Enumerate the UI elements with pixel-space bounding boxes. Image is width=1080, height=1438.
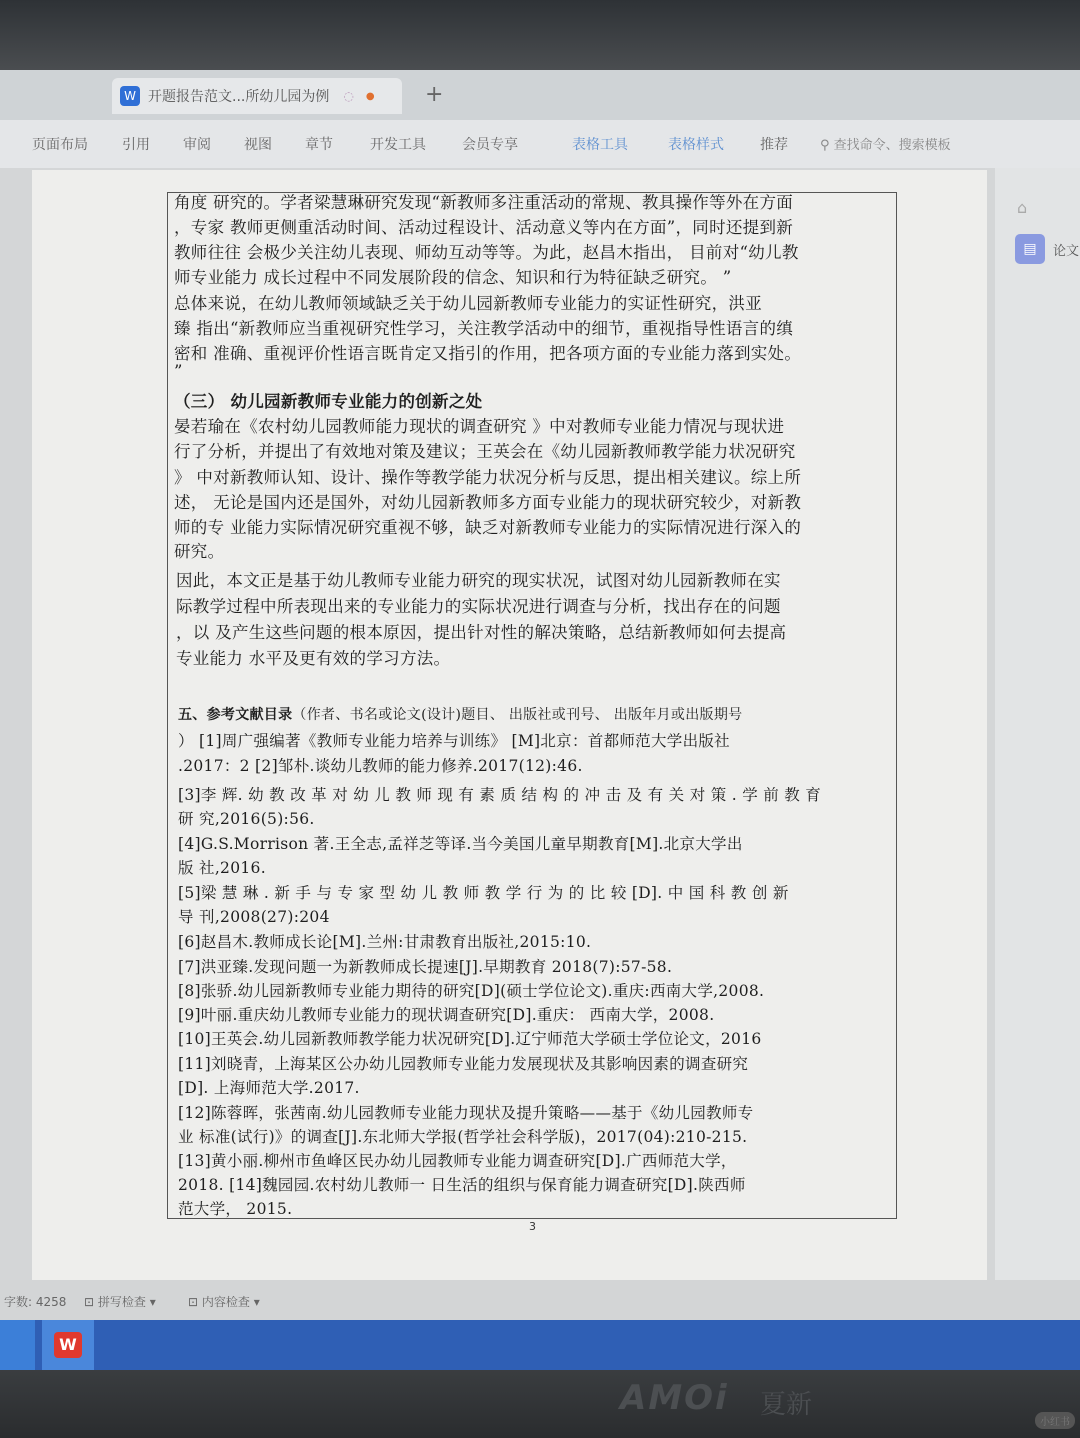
spell-check-button[interactable]: ⊡ 拼写检查 ▾ [84,1295,156,1309]
reference-line: 导 刊,2008(27):204 [178,908,330,926]
ribbon-menu [0,120,1080,168]
body-line: 教师往往 会极少关注幼儿表现、师幼互动等等。为此，赵昌木指出， 目前对“幼儿教 [174,243,799,262]
reference-line: 研 究,2016(5):56. [178,810,315,828]
references-heading: 五、参考文献目录 [178,707,293,723]
document-page[interactable] [32,170,987,1280]
content-check-button[interactable]: ⊡ 内容检查 ▾ [188,1295,260,1309]
menu-member[interactable]: 会员专享 [462,137,518,153]
reference-line: [6]赵昌木.教师成长论[M].兰州:甘肃教育出版社,2015:10. [178,933,592,951]
content-check-label: 内容检查 [201,1295,250,1309]
screen [0,70,1080,1370]
body-line: 晏若瑜在《农村幼儿园教师能力现状的调查研究 》中对教师专业能力情况与现状进 [174,417,785,436]
monitor-bezel-top [0,0,1080,70]
monitor-brand-logo: AMOi [620,1378,729,1418]
document-tab-title: 开题报告范文...所幼儿园为例 [148,89,330,105]
reference-line: .2017：2 [2]邹朴.谈幼儿教师的能力修养.2017(12):46. [178,757,583,775]
taskbar [0,1320,1080,1370]
previous-tab[interactable] [0,82,100,112]
search-icon: ⚲ [820,138,834,153]
monitor-bezel-bottom [0,1370,1080,1438]
tab-bar [0,70,1080,120]
new-tab-plus-icon[interactable]: + [425,82,444,107]
reference-line: [8]张骄.幼儿园新教师专业能力期待的研究[D](硕士学位论文).重庆:西南大学,2008. [178,982,765,1000]
panel-collapse-icon[interactable]: ⌂ [1017,198,1028,217]
menu-view[interactable]: 视图 [244,137,272,153]
body-line: 总体来说，在幼儿教师领域缺乏关于幼儿园新教师专业能力的实证性研究，洪亚 [174,294,762,313]
reference-line: [4]G.S.Morrison 著.王全志,孟祥芝等译.当今美国儿童早期教育[M].北京大学出 [178,835,743,853]
reference-line: [7]洪亚臻.发现问题一为新教师成长提速[J].早期教育 2018(7):57-58. [178,958,673,976]
content-check-icon: ⊡ [188,1295,202,1309]
reference-line: [10]王英会.幼儿园新教师教学能力状况研究[D].辽宁师范大学硕士学位论文，2016 [178,1030,762,1048]
body-line: ” [174,362,183,381]
references-heading-note: （作者、书名或论文(设计)题目、 出版社或刊号、 出版年月或出版期号 [292,707,743,723]
body-line: 角度 研究的。学者梁慧琳研究发现“新教师多注重活动的常规、教具操作等外在方面 [174,193,794,212]
spell-check-label: 拼写检查 [97,1295,146,1309]
menu-chapter[interactable]: 章节 [305,137,333,153]
menu-table-style[interactable]: 表格样式 [668,137,724,153]
paper-tool-icon[interactable]: ▤ [1015,234,1045,264]
body-line: 师专业能力 成长过程中不同发展阶段的信念、知识和行为特征缺乏研究。 ” [174,268,732,287]
wps-taskbar-button[interactable] [42,1320,94,1370]
spell-check-icon: ⊡ [84,1295,98,1309]
command-search[interactable] [820,134,951,153]
reference-line: [D]. 上海师范大学.2017. [178,1079,360,1097]
body-line: 际教学过程中所表现出来的专业能力的实际状况进行调查与分析，找出存在的问题 [176,597,781,616]
body-line: 师的专 业能力实际情况研究重视不够，缺乏对新教师专业能力的实际情况进行深入的 [174,518,802,537]
body-line: ，专家 教师更侧重活动时间、活动过程设计、活动意义等内在方面”，同时还提到新 [174,218,794,237]
wps-doc-icon: W [120,86,140,106]
menu-references[interactable]: 引用 [122,137,150,153]
watermark: 小红书 [1035,1412,1075,1429]
reference-line: [9]叶丽.重庆幼儿教师专业能力的现状调查研究[D].重庆： 西南大学，2008. [178,1006,715,1024]
body-line: 行了分析，并提出了有效地对策及建议；王英会在《幼儿园新教师教学能力状况研究 [174,442,796,461]
monitor-brand-cn: 夏新 [760,1390,813,1420]
body-line: ，以 及产生这些问题的根本原因，提出针对性的解决策略，总结新教师如何去提高 [176,623,787,642]
tab-menu-icon[interactable]: ◌ [343,89,354,103]
command-search-placeholder: 查找命令、搜索模板 [833,138,951,153]
reference-line: [11]刘晓青，上海某区公办幼儿园教师专业能力发展现状及其影响因素的调查研究 [178,1055,749,1073]
document-tab[interactable] [112,78,402,114]
body-line: 密和 准确、重视评价性语言既肯定又指引的作用，把各项方面的专业能力落到实处。 [174,344,802,363]
reference-line: 2018. [14]魏园园.农村幼儿教师一 日生活的组织与保育能力调查研究[D].陕西师 [178,1176,746,1194]
section-heading: （三） 幼儿园新教师专业能力的创新之处 [174,392,483,411]
body-line: 专业能力 水平及更有效的学习方法。 [176,649,451,668]
reference-line: 范大学， 2015. [178,1200,293,1218]
unsaved-dot-icon: ● [365,90,375,102]
right-side-panel [995,168,1080,1280]
wps-logo-icon: W [54,1332,82,1358]
reference-line: [12]陈蓉晖，张茜南.幼儿园教师专业能力现状及提升策略——基于《幼儿园教师专 [178,1104,754,1122]
reference-line: 业 标准(试行)》的调查[J].东北师大学报(哲学社会科学版)，2017(04):210-215. [178,1128,748,1146]
reference-line: 版 社,2016. [178,859,266,877]
body-line: 臻 指出“新教师应当重视研究性学习，关注教学活动中的细节，重视指导性语言的缜 [174,319,794,338]
reference-line: ） [1]周广强编著《教师专业能力培养与训练》 [M]北京：首都师范大学出版社 [178,732,730,750]
page-number: 3 [529,1220,536,1233]
edge-browser-icon[interactable] [0,1320,35,1370]
menu-recommend[interactable]: 推荐 [760,137,788,153]
paper-tool-label[interactable]: 论文 [1053,244,1080,259]
status-bar [0,1280,1080,1320]
menu-table-tools[interactable]: 表格工具 [572,137,628,153]
word-count[interactable]: 字数: 4258 [4,1295,67,1309]
document-canvas [0,168,1080,1280]
body-line: 》 中对新教师认知、设计、操作等教学能力状况分析与反思，提出相关建议。综上所 [174,468,802,487]
menu-developer[interactable]: 开发工具 [370,137,426,153]
reference-line: [13]黄小丽.柳州市鱼峰区民办幼儿园教师专业能力调查研究[D].广西师范大学， [178,1152,737,1170]
references-heading-line [178,704,742,724]
reference-line: [5]梁 慧 琳 . 新 手 与 专 家 型 幼 儿 教 师 教 学 行 为 的 比 较 [D]. 中 国 科 教 创 新 [178,884,789,902]
body-line: 述， 无论是国内还是国外，对幼儿园新教师多方面专业能力的现状研究较少，对新教 [174,493,802,512]
menu-page-layout[interactable]: 页面布局 [32,137,88,153]
body-line: 因此，本文正是基于幼儿教师专业能力研究的现实状况，试图对幼儿园新教师在实 [176,571,781,590]
menu-review[interactable]: 审阅 [183,137,211,153]
body-line: 研究。 [174,542,225,561]
reference-line: [3]李 辉. 幼 教 改 革 对 幼 儿 教 师 现 有 素 质 结 构 的 冲 击 及 有 关 对 策 . 学 前 教 育 [178,786,822,804]
